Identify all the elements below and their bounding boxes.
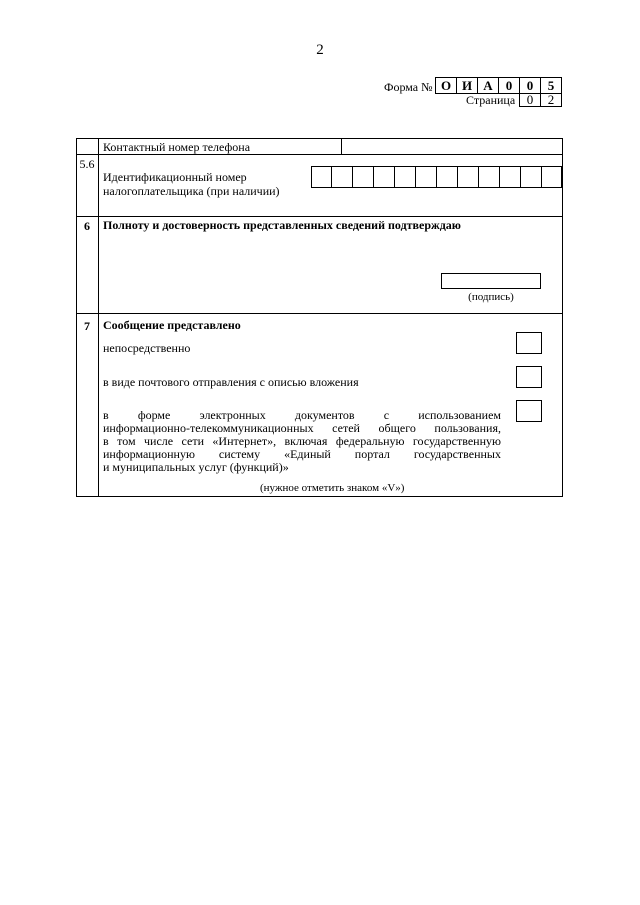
confirmation-title: Полноту и достоверность представленных сведений подтверждаю (103, 218, 461, 232)
form-code-cell: 0 (519, 77, 541, 94)
inn-cell-divider (352, 167, 353, 187)
option-in-person-checkbox[interactable] (516, 332, 542, 354)
form-code-cell: 5 (540, 77, 562, 94)
inn-cell-divider (436, 167, 437, 187)
option-in-person-label: непосредственно (103, 341, 191, 355)
row-number: 6 (84, 219, 90, 233)
row-number: 5.6 (79, 157, 95, 171)
row-divider (76, 313, 563, 314)
inn-cell-divider (541, 167, 542, 187)
inn-cell-divider (415, 167, 416, 187)
option-electronic-line: и муниципальных услуг (функций)» (103, 460, 289, 474)
page-label: Страница (466, 93, 516, 107)
option-post-checkbox[interactable] (516, 366, 542, 388)
option-electronic-line: информационную систему «Единый портал государственных (103, 447, 501, 461)
form-code-cell: О (435, 77, 457, 94)
page-cell: 2 (540, 93, 562, 107)
inn-label-line2: налогоплательщика (при наличии) (103, 184, 280, 198)
table-border-left (76, 138, 77, 496)
row-divider (76, 154, 563, 155)
number-column-divider (98, 138, 99, 496)
inn-cell-divider (520, 167, 521, 187)
inn-cell-divider (499, 167, 500, 187)
inn-cell-divider (394, 167, 395, 187)
page-cell: 0 (519, 93, 541, 107)
checkbox-hint: (нужное отметить знаком «V») (260, 482, 405, 494)
table-border-bottom (76, 496, 563, 497)
form-label: Форма № (384, 80, 433, 94)
signature-field[interactable] (441, 273, 541, 289)
table-border-right (562, 138, 563, 496)
row-number: 7 (84, 319, 90, 333)
option-post-label: в виде почтового отправления с описью вложения (103, 375, 359, 389)
contact-phone-field[interactable] (342, 139, 562, 154)
contact-phone-label: Контактный номер телефона (103, 140, 251, 154)
inn-cell-divider (457, 167, 458, 187)
inn-label-line1: Идентификационный номер (103, 170, 247, 184)
row-divider (76, 216, 563, 217)
inn-cell-divider (478, 167, 479, 187)
submission-title: Сообщение представлено (103, 318, 241, 332)
form-code-cell: А (477, 77, 499, 94)
option-electronic-line: в том числе сети «Интернет», включая федеральную государственную (103, 434, 501, 448)
option-electronic-line: информационно-телекоммуникационных сетей общего пользования, (103, 421, 501, 435)
signature-caption: (подпись) (468, 291, 514, 303)
form-code-cell: 0 (498, 77, 520, 94)
form-code-cell: И (456, 77, 478, 94)
inn-cell-divider (331, 167, 332, 187)
option-electronic-checkbox[interactable] (516, 400, 542, 422)
option-electronic-line: в форме электронных документов с использованием (103, 408, 501, 422)
inn-cell-divider (373, 167, 374, 187)
page-number: 2 (316, 42, 324, 58)
